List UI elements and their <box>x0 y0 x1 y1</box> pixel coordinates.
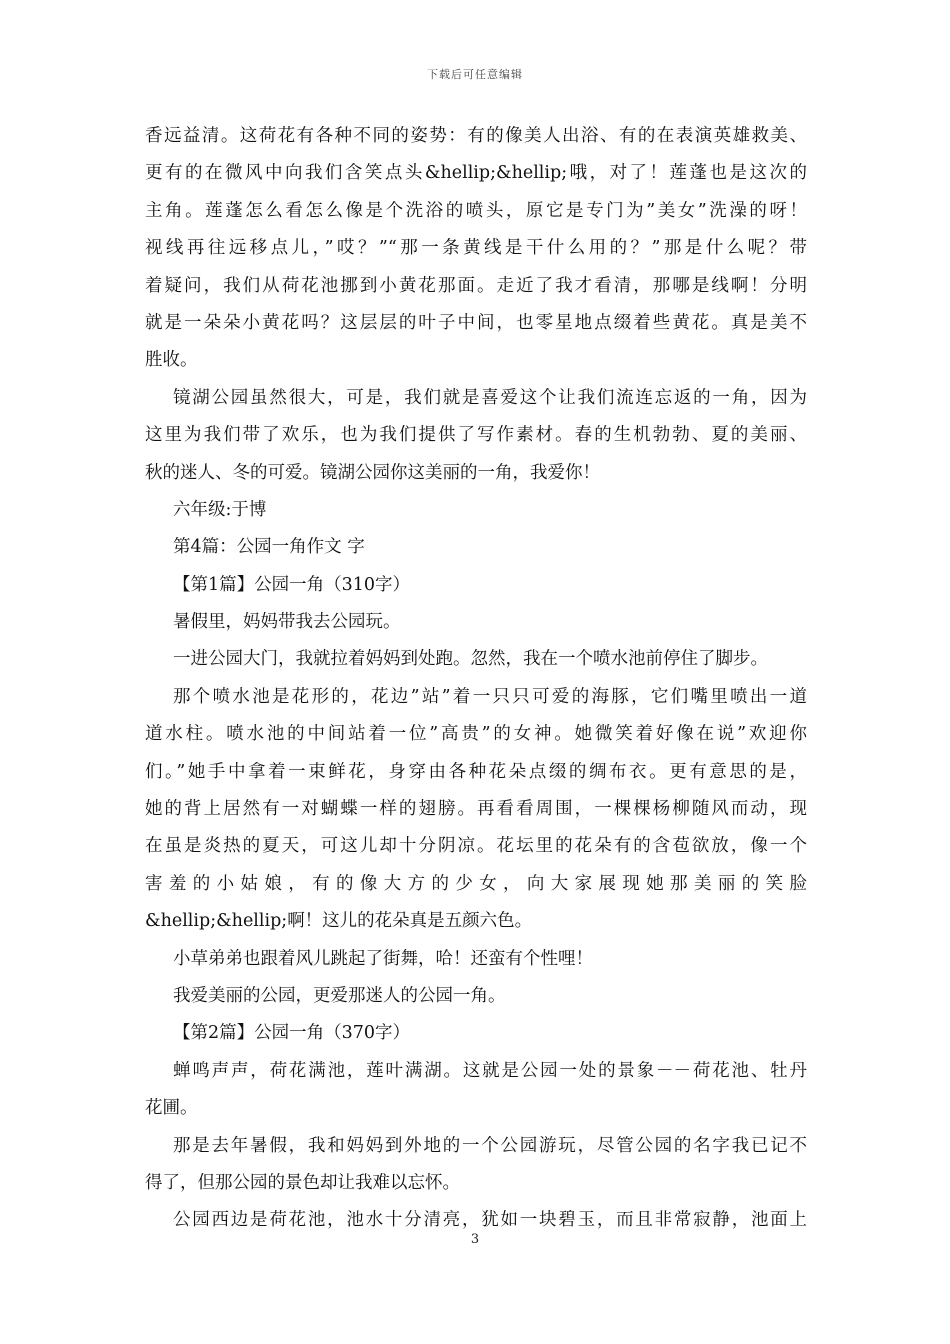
text-line: 道水柱。喷水池的中间站着一位”高贵”的女神。她微笑着好像在说”欢迎你 <box>145 724 807 745</box>
text-line: 们。”她手中拿着一束鲜花，身穿由各种花朵点缀的绸布衣。更有意思的是， <box>145 761 807 782</box>
text-line: 她的背上居然有一对蝴蝶一样的翅膀。再看看周围，一棵棵杨柳随风而动，现 <box>145 799 807 820</box>
article-title: 【第1篇】公园一角（310字） <box>173 574 411 595</box>
text-line: 秋的迷人、冬的可爱。镜湖公园你这美丽的一角，我爱你！ <box>145 462 600 483</box>
document-body <box>145 118 807 1240</box>
text-line: 那个喷水池是花形的，花边”站”着一只只可爱的海豚，它们嘴里喷出一道 <box>173 686 807 707</box>
author-line: 六年级:于博 <box>173 499 267 520</box>
text-line: 我爱美丽的公园，更爱那迷人的公园一角。 <box>173 985 506 1006</box>
text-line: 害羞的小姑娘，有的像大方的少女，向大家展现她那美丽的笑脸 <box>145 873 807 894</box>
text-line: 主角。莲蓬怎么看怎么像是个洗浴的喷头，原它是专门为”美女”洗澡的呀！ <box>145 200 807 221</box>
text-line: 更有的在微风中向我们含笑点头&hellip;&hellip;哦，对了！莲蓬也是这次的 <box>145 163 807 184</box>
text-line: 得了，但那公园的景色却让我难以忘怀。 <box>145 1172 460 1193</box>
text-line: 公园西边是荷花池，池水十分清亮，犹如一块碧玉，而且非常寂静，池面上 <box>173 1210 807 1231</box>
text-line: 一进公园大门，我就拉着妈妈到处跑。忽然，我在一个喷水池前停住了脚步。 <box>173 649 768 670</box>
text-line: 蝉鸣声声，荷花满池，莲叶满湖。这就是公园一处的景象－－荷花池、牡丹 <box>173 1060 807 1081</box>
text-line: 着疑问，我们从荷花池挪到小黄花那面。走近了我才看清，那哪是线啊！分明 <box>145 275 807 296</box>
text-line: 小草弟弟也跟着风儿跳起了街舞，哈！还蛮有个性哩！ <box>173 948 593 969</box>
text-line: 那是去年暑假，我和妈妈到外地的一个公园游玩，尽管公园的名字我已记不 <box>173 1135 807 1156</box>
text-line: 花圃。 <box>145 1098 198 1119</box>
text-line: 镜湖公园虽然很大，可是，我们就是喜爱这个让我们流连忘返的一角，因为 <box>173 387 807 408</box>
text-line: 视线再往远移点儿，”哎？”“那一条黄线是干什么用的？”那是什么呢？带 <box>145 238 807 259</box>
article-title: 【第2篇】公园一角（370字） <box>173 1023 411 1044</box>
text-line: 胜收。 <box>145 350 198 371</box>
text-line: 香远益清。这荷花有各种不同的姿势：有的像美人出浴、有的在表演英雄救美、 <box>145 126 807 146</box>
text-line: 暑假里，妈妈带我去公园玩。 <box>173 612 401 633</box>
text-line: 就是一朵朵小黄花吗？这层层的叶子中间，也零星地点缀着些黄花。真是美不 <box>145 312 807 333</box>
page-number: 3 <box>470 1232 480 1247</box>
section-heading: 第4篇：公园一角作文 字 <box>173 537 365 558</box>
page-header: 下载后可任意编辑 <box>427 68 523 81</box>
text-line: 这里为我们带了欢乐，也为我们提供了写作素材。春的生机勃勃、夏的美丽、 <box>145 425 807 446</box>
text-line: &hellip;&hellip;啊！这儿的花朵真是五颜六色。 <box>145 911 533 932</box>
text-line: 在虽是炎热的夏天，可这儿却十分阴凉。花坛里的花朵有的含苞欲放，像一个 <box>145 836 807 857</box>
